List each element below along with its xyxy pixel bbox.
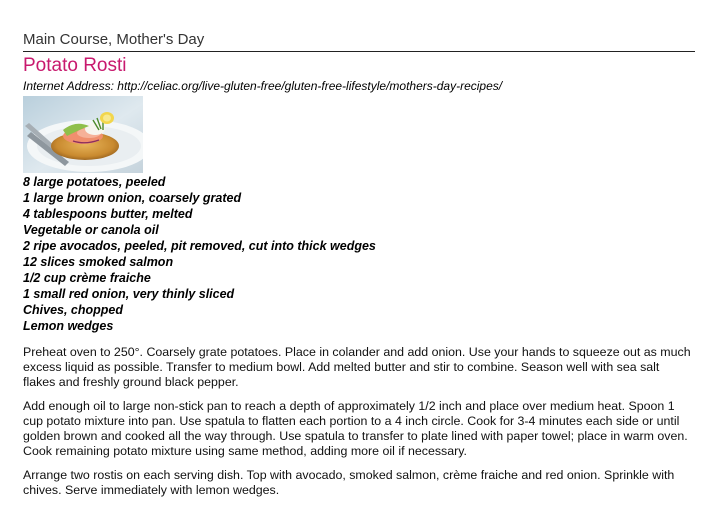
instruction-paragraph: Arrange two rostis on each serving dish. Top with avocado, smoked salmon, crème fraiche and red onion. Sprinkle with chives. Serve immediately with lemon wedges. [23,468,675,497]
ingredient-item: 4 tablespoons butter, melted [23,207,193,221]
ingredient-item: 8 large potatoes, peeled [23,175,166,189]
ingredient-item: 12 slices smoked salmon [23,255,174,269]
ingredient-item: 2 ripe avocados, peeled, pit removed, cut into thick wedges [23,239,376,253]
instructions [23,345,695,507]
ingredient-item: 1/2 cup crème fraiche [23,271,151,285]
recipe-title: Potato Rosti [23,55,127,76]
food-photo-icon [23,96,143,173]
internet-address: Internet Address: http://celiac.org/live-gluten-free/gluten-free-lifestyle/mothers-day-recipes/ [23,79,503,93]
ingredient-item: Lemon wedges [23,319,114,333]
ingredient-item: Vegetable or canola oil [23,223,159,237]
header-divider [23,51,695,52]
instruction-paragraph: Add enough oil to large non-stick pan to reach a depth of approximately 1/2 inch and place over medium heat. Spoon 1 cup potato mixture into pan. Use spatula to flatten each portion to a 4 inch circle. Cook for 3-4 minutes each side or until golden brown and cooked all the way through. Use spatula to transfer to plate lined with paper towel; place in warm oven. Cook remaining potato mixture using same method, adding more oil if necessary. [23,399,688,458]
instruction-paragraph: Preheat oven to 250°. Coarsely grate potatoes. Place in colander and add onion. Use your hands to squeeze out as much excess liquid as possible. Transfer to medium bowl. Add melted butter and stir to combine. Season well with sea salt flakes and freshly ground black pepper. [23,345,691,389]
recipe-category: Main Course, Mother's Day [23,31,205,48]
ingredient-item: 1 small red onion, very thinly sliced [23,287,235,301]
ingredient-item: Chives, chopped [23,303,124,317]
ingredient-list [23,174,376,334]
ingredient-item: 1 large brown onion, coarsely grated [23,191,242,205]
